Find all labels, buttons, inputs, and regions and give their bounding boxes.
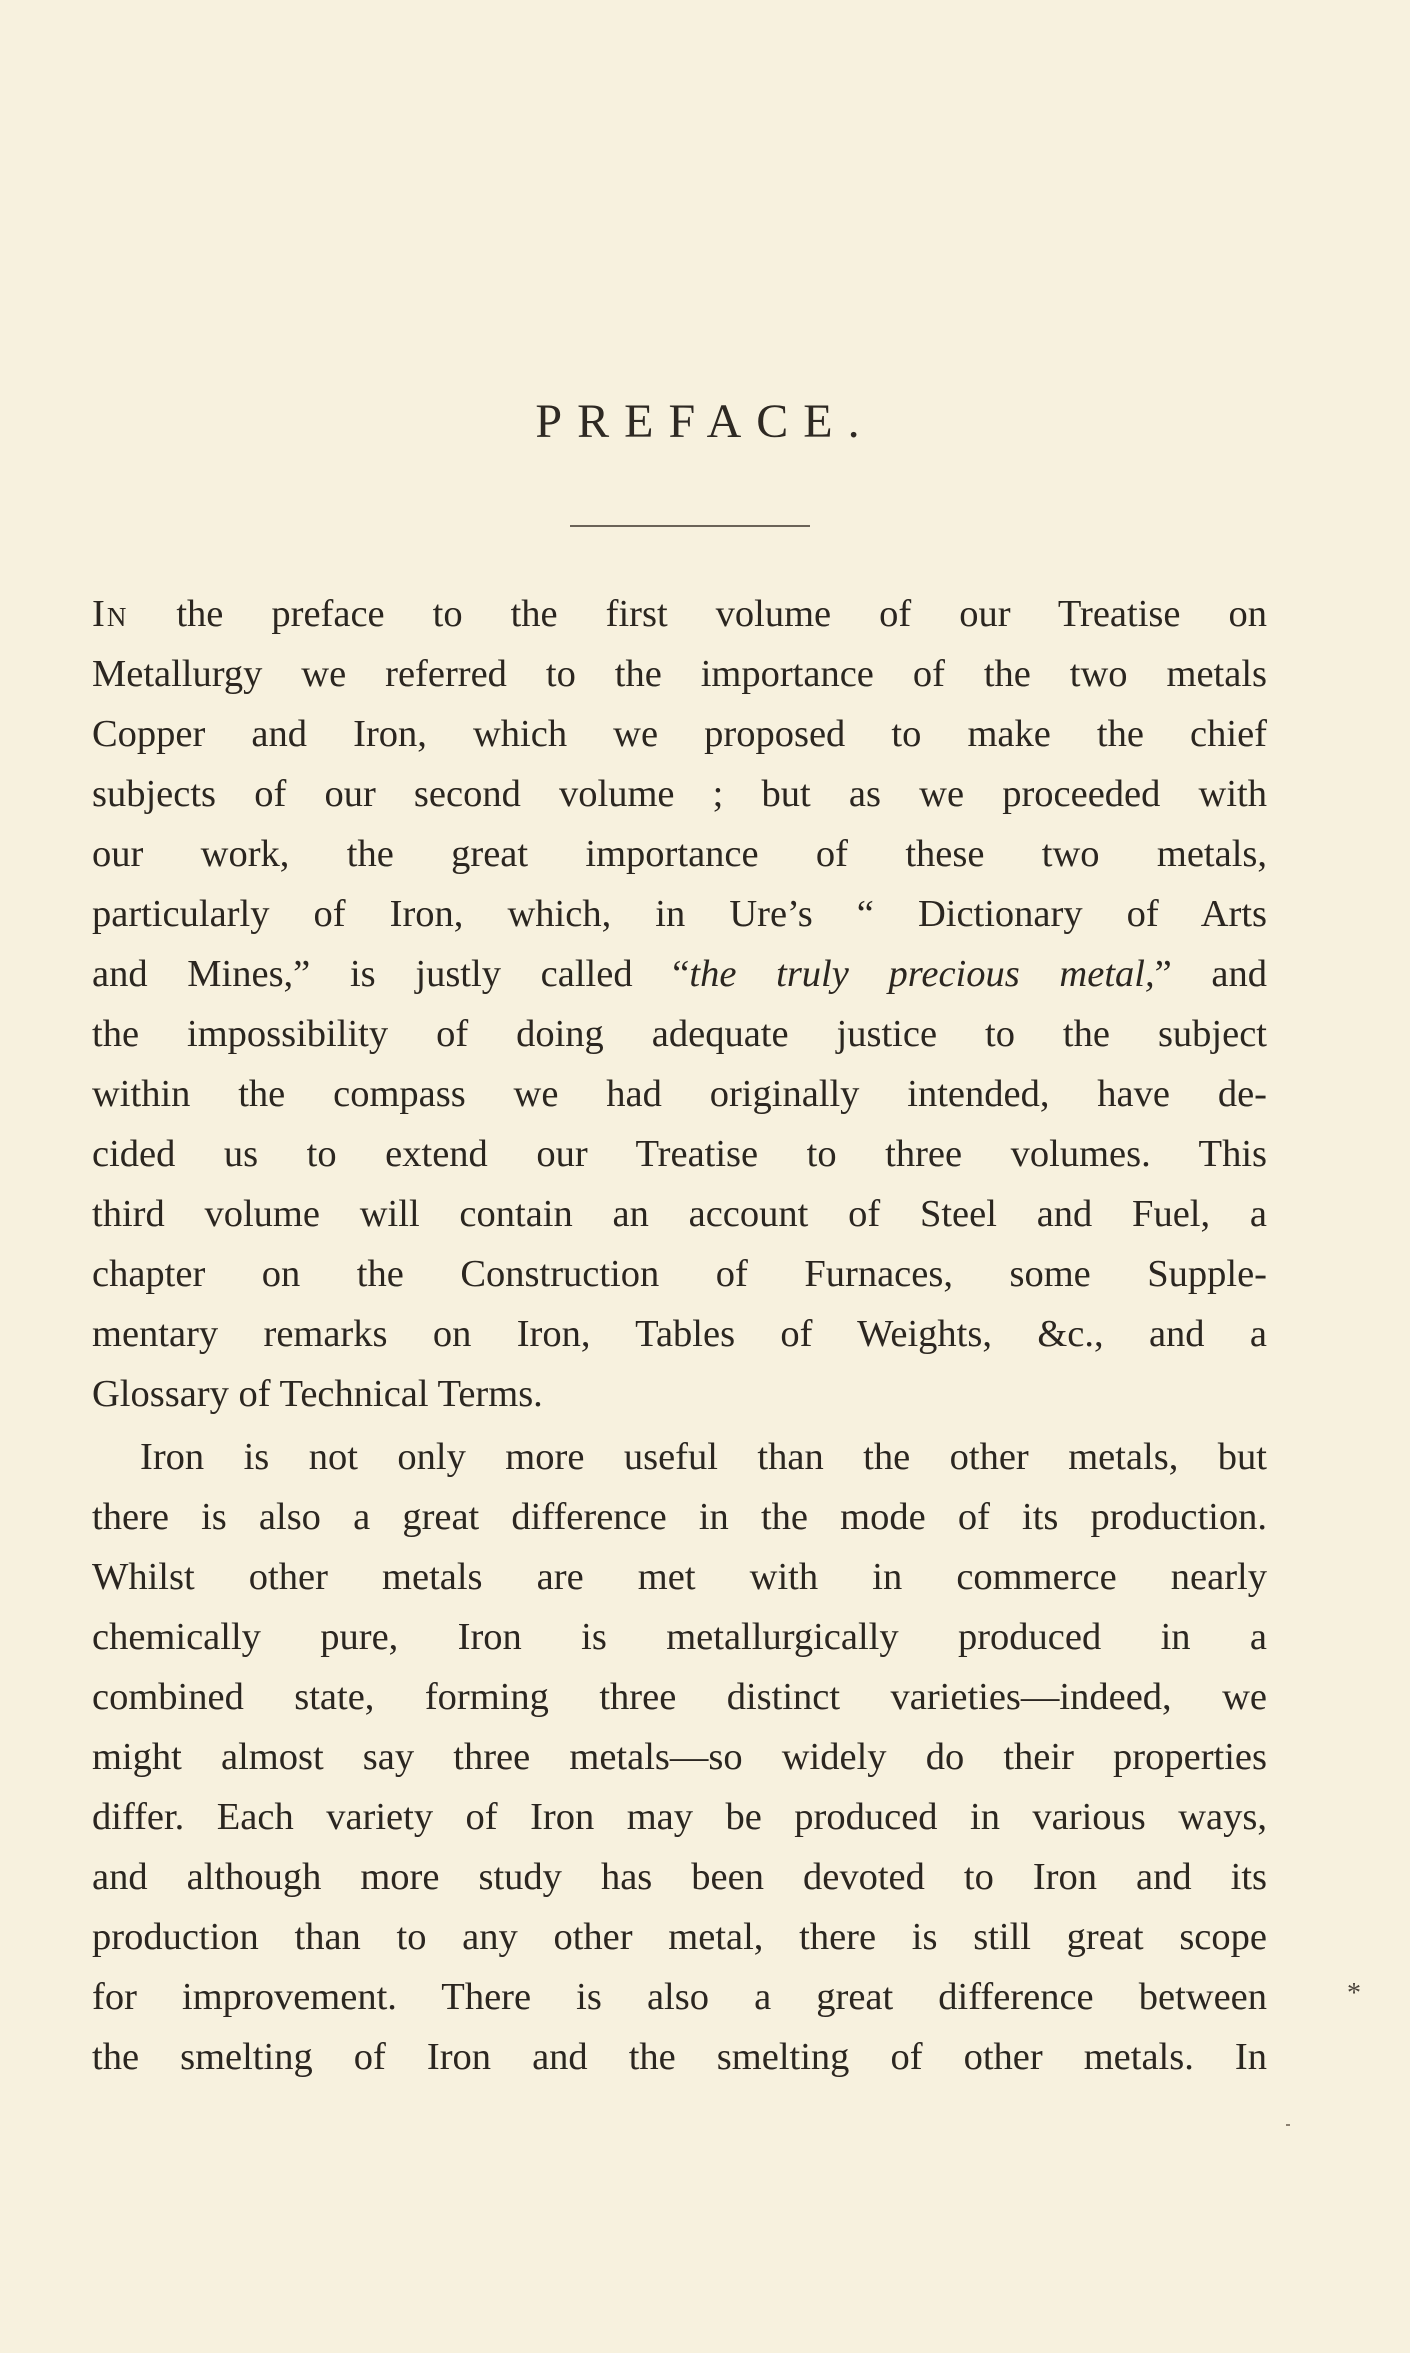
text-line: within the compass we had originally intended, have de- <box>92 1073 1267 1115</box>
text-line: third volume will contain an account of Steel and Fuel, a <box>92 1193 1267 1235</box>
text-line: the impossibility of doing adequate justice to the subject <box>92 1013 1267 1055</box>
text-line: the smelting of Iron and the smelting of other metals. In <box>92 2036 1267 2078</box>
text-line: cided us to extend our Treatise to three volumes. This <box>92 1133 1267 1175</box>
text-line: chemically pure, Iron is metallurgically produced in a <box>92 1616 1267 1658</box>
margin-asterisk: * <box>1347 1978 1361 2009</box>
text-line: In the preface to the first volume of our Treatise on <box>92 593 1267 635</box>
text-line: particularly of Iron, which, in Ure’s “ Dictionary of Arts <box>92 893 1267 935</box>
text-line: our work, the great importance of these two metals, <box>92 833 1267 875</box>
title-rule <box>570 525 810 527</box>
text-line: chapter on the Construction of Furnaces, some Supple- <box>92 1253 1267 1295</box>
text-line: combined state, forming three distinct varieties—indeed, we <box>92 1676 1267 1718</box>
text-line: for improvement. There is also a great difference between <box>92 1976 1267 2018</box>
text-line: Whilst other metals are met with in commerce nearly <box>92 1556 1267 1598</box>
text-line: and although more study has been devoted to Iron and its <box>92 1856 1267 1898</box>
text-line: Glossary of Technical Terms. <box>92 1373 543 1415</box>
ink-speck <box>1286 2124 1290 2126</box>
text-line: there is also a great difference in the mode of its production. <box>92 1496 1267 1538</box>
text-line: production than to any other metal, there is still great scope <box>92 1916 1267 1958</box>
text-line: Metallurgy we referred to the importance of the two metals <box>92 653 1267 695</box>
page-title: PREFACE. <box>535 395 875 448</box>
text-line: mentary remarks on Iron, Tables of Weights, &c., and a <box>92 1313 1267 1355</box>
text-line: Iron is not only more useful than the other metals, but <box>140 1436 1267 1478</box>
text-line: Copper and Iron, which we proposed to make the chief <box>92 713 1267 755</box>
text-line: subjects of our second volume ; but as we proceeded with <box>92 773 1267 815</box>
text-line: and Mines,” is justly called “the truly precious metal,” and <box>92 953 1267 995</box>
italic-quotation: the truly precious metal, <box>689 953 1155 995</box>
text-line: might almost say three metals—so widely do their properties <box>92 1736 1267 1778</box>
text-line: differ. Each variety of Iron may be produced in various ways, <box>92 1796 1267 1838</box>
